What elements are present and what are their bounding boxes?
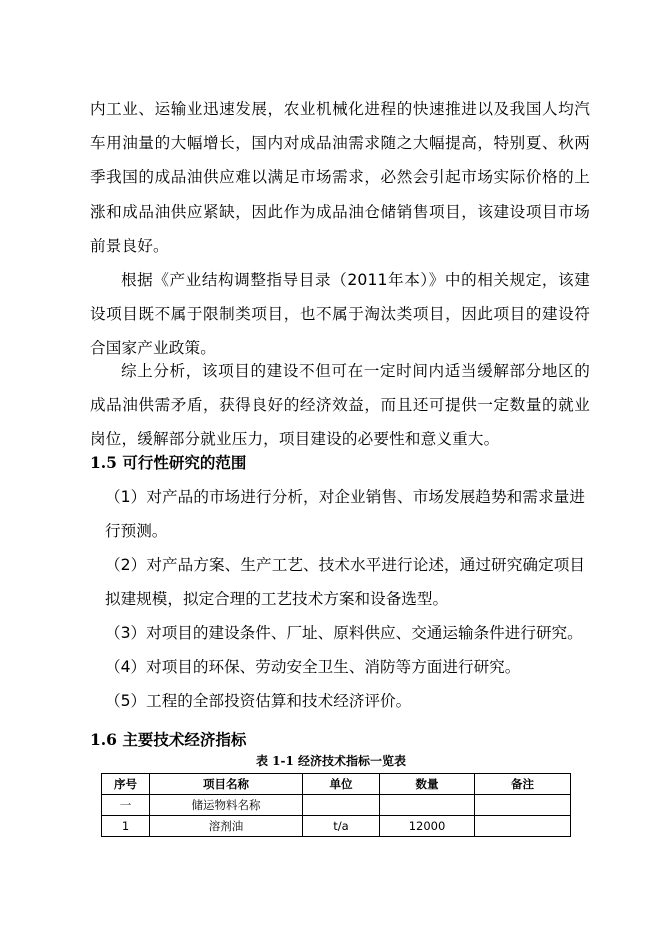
scope-item-5: （5）工程的全部投资估算和技术经济评价。 xyxy=(105,692,412,710)
table-cell: 储运物料名称 xyxy=(150,795,303,816)
paragraph-summary: 综上分析，该项目的建设不但可在一定时间内适当缓解部分地区的成品油供需矛盾，获得良好的经济效益，而且还可提供一定数量的就业岗位，缓解部分就业压力，项目建设的必要性和意义重大。 xyxy=(90,362,590,449)
table-cell xyxy=(475,816,571,837)
table-cell: t/a xyxy=(303,816,380,837)
column-header-unit: 单位 xyxy=(303,774,380,795)
table-cell xyxy=(380,795,475,816)
economic-indicators-table xyxy=(101,773,571,837)
table-cell: 1 xyxy=(102,816,150,837)
column-header-quantity: 数量 xyxy=(380,774,475,795)
table-cell: 一 xyxy=(102,795,150,816)
column-header-index: 序号 xyxy=(102,774,150,795)
paragraph-market-outlook: 内工业、运输业迅速发展，农业机械化进程的快速推进以及我国人均汽车用油量的大幅增长，国内对成品油需求随之大幅提高，特别夏、秋两季我国的成品油供应难以满足市场需求，必然会引起市场实际价格的上涨和成品油供应紧缺，因此作为成品油仓储销售项目，该建设项目市场前景良好。 xyxy=(90,100,590,255)
table-cell xyxy=(303,795,380,816)
section-heading-1-5: 1.5 可行性研究的范围 xyxy=(90,453,247,472)
section-heading-1-6: 1.6 主要技术经济指标 xyxy=(90,730,247,749)
scope-item-3: （3）对项目的建设条件、厂址、原料供应、交通运输条件进行研究。 xyxy=(105,624,583,642)
column-header-remark: 备注 xyxy=(475,774,571,795)
scope-item-1: （1）对产品的市场进行分析，对企业销售、市场发展趋势和需求量进行预测。 xyxy=(105,488,585,541)
table-cell xyxy=(475,795,571,816)
table-header-row xyxy=(102,774,571,795)
table-row xyxy=(102,795,571,816)
column-header-item-name: 项目名称 xyxy=(150,774,303,795)
table-cell: 12000 xyxy=(380,816,475,837)
paragraph-industry-policy: 根据《产业结构调整指导目录（2011年本）》中的相关规定，该建设项目既不属于限制类项目，也不属于淘汰类项目，因此项目的建设符合国家产业政策。 xyxy=(90,271,590,358)
table-caption: 表 1-1 经济技术指标一览表 xyxy=(255,754,407,768)
table-row xyxy=(102,816,571,837)
scope-item-4: （4）对项目的环保、劳动安全卫生、消防等方面进行研究。 xyxy=(105,658,521,676)
scope-item-2: （2）对产品方案、生产工艺、技术水平进行论述，通过研究确定项目拟建规模，拟定合理的工艺技术方案和设备选型。 xyxy=(105,556,585,609)
table-cell: 溶剂油 xyxy=(150,816,303,837)
